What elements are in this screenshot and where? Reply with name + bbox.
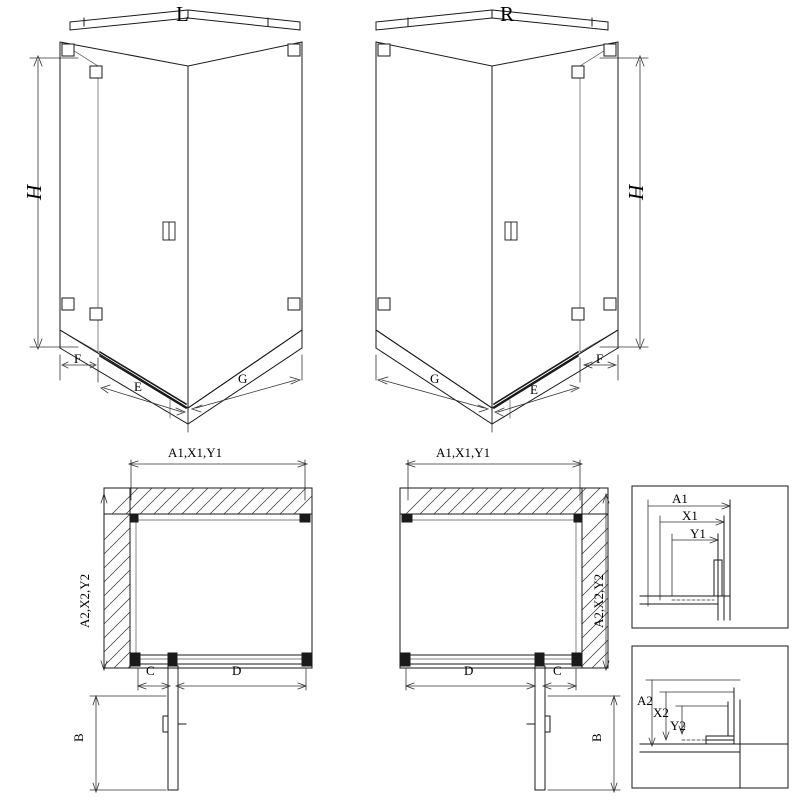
dimension-label-d-left: D — [232, 663, 242, 678]
dimension-label-a2x2y2-right: A2,X2,Y2 — [591, 573, 606, 628]
dimension-label-d-right: D — [464, 663, 474, 678]
dimension-label-a1x1y1-right: A1,X1,Y1 — [436, 445, 491, 460]
detail-label-a1: A1 — [672, 491, 688, 506]
dimension-label-height-right: H — [624, 184, 648, 200]
dimension-label-e-left: E — [134, 379, 142, 394]
dimension-label-c-left: C — [146, 663, 155, 678]
detail-label-x2: X2 — [653, 705, 669, 720]
dimension-label-g-right: G — [430, 371, 440, 386]
dimension-label-f-right: F — [596, 351, 604, 366]
dimension-label-b-right: B — [589, 733, 604, 742]
dimension-label-f-left: F — [74, 351, 82, 366]
view-label-left: L — [176, 2, 189, 26]
dimension-label-c-right: C — [553, 663, 562, 678]
dimension-label-height-left: H — [22, 184, 46, 200]
dimension-label-e-right: E — [530, 382, 538, 397]
view-label-right: R — [500, 2, 515, 26]
detail-label-a2: A2 — [637, 693, 653, 708]
detail-label-y2: Y2 — [670, 718, 686, 733]
dimension-label-b-left: B — [71, 733, 86, 742]
dimension-label-g-left: G — [238, 371, 248, 386]
detail-label-x1: X1 — [682, 508, 698, 523]
detail-label-y1: Y1 — [690, 526, 706, 541]
dimension-label-a2x2y2-left: A2,X2,Y2 — [77, 573, 92, 628]
dimension-label-a1x1y1-left: A1,X1,Y1 — [168, 445, 223, 460]
